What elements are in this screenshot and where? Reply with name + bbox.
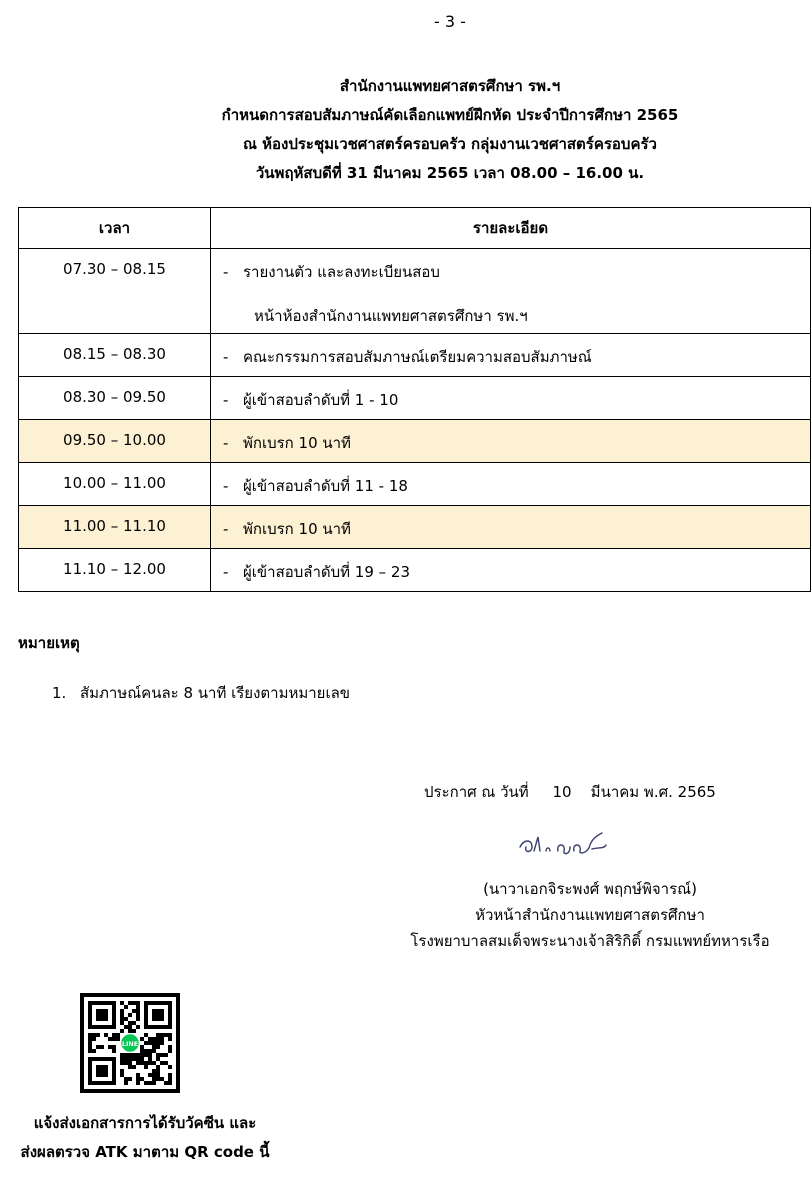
qr-module <box>168 1073 172 1077</box>
qr-module <box>136 1057 140 1061</box>
qr-module <box>168 1081 172 1085</box>
note-text: สัมภาษณ์คนละ 8 นาที เรียงตามหมายเลข <box>80 684 351 702</box>
qr-module <box>144 1081 148 1085</box>
qr-module <box>120 1001 124 1005</box>
qr-module <box>128 1013 132 1017</box>
qr-module <box>96 1033 100 1037</box>
qr-module <box>152 1081 156 1085</box>
qr-module <box>160 1053 164 1057</box>
qr-module <box>140 1057 144 1061</box>
qr-module <box>168 1033 172 1037</box>
qr-module <box>88 1033 92 1037</box>
detail-text: รายงานตัว และลงทะเบียนสอบ <box>243 263 440 281</box>
table-row-break <box>19 420 811 463</box>
detail-text: พักเบรก 10 นาที <box>243 520 351 538</box>
time-cell: 09.50 – 10.00 <box>19 420 211 463</box>
qr-module <box>144 1065 148 1069</box>
header-line-2: กำหนดการสอบสัมภาษณ์คัดเลือกแพทย์ฝึกหัด ประจำปีการศึกษา 2565 <box>221 106 679 124</box>
qr-module <box>132 1029 136 1033</box>
qr-module <box>140 1077 144 1081</box>
qr-module <box>160 1077 164 1081</box>
qr-module <box>156 1037 160 1041</box>
table-row <box>19 334 811 377</box>
qr-module <box>148 1081 152 1085</box>
qr-module <box>128 1025 132 1029</box>
qr-module <box>104 1033 108 1037</box>
notes-title: หมายเหตุ <box>18 634 80 652</box>
detail-cell <box>211 334 811 377</box>
qr-module <box>160 1037 164 1041</box>
qr-module <box>148 1073 152 1077</box>
qr-module <box>132 1021 136 1025</box>
detail-text: คณะกรรมการสอบสัมภาษณ์เตรียมความสอบสัมภาษณ์ <box>243 348 592 366</box>
detail-cell <box>211 249 811 334</box>
qr-module <box>152 1069 156 1073</box>
qr-module <box>100 1045 104 1049</box>
header-line-1: สำนักงานแพทยศาสตรศึกษา รพ.ฯ <box>339 77 561 95</box>
detail-cell <box>211 420 811 463</box>
announcement-date: ประกาศ ณ วันที่ 10 มีนาคม พ.ศ. 2565 <box>424 783 716 801</box>
qr-module <box>168 1065 172 1069</box>
qr-module <box>120 1057 124 1061</box>
detail-cell <box>211 506 811 549</box>
qr-module <box>116 1037 120 1041</box>
qr-module <box>152 1077 156 1081</box>
qr-module <box>88 1041 92 1045</box>
qr-module <box>148 1057 152 1061</box>
qr-module <box>128 1061 132 1065</box>
qr-module <box>160 1033 164 1037</box>
detail-text: พักเบรก 10 นาที <box>243 434 351 452</box>
table-row <box>19 549 811 592</box>
table-row <box>19 463 811 506</box>
qr-module <box>128 1057 132 1061</box>
qr-module <box>156 1045 160 1049</box>
detail-subtext: หน้าห้องสำนักงานแพทยศาสตรศึกษา รพ.ฯ <box>254 307 528 325</box>
qr-module <box>128 1029 132 1033</box>
qr-module <box>92 1037 96 1041</box>
bullet-dash: - <box>223 391 229 409</box>
qr-module <box>88 1049 92 1053</box>
qr-module <box>120 1009 124 1013</box>
qr-module <box>112 1033 116 1037</box>
qr-module <box>136 1061 140 1065</box>
detail-cell <box>211 549 811 592</box>
qr-module <box>96 1045 100 1049</box>
qr-module <box>148 1061 152 1065</box>
time-cell: 11.10 – 12.00 <box>19 549 211 592</box>
header-detail: รายละเอียด <box>211 208 811 249</box>
qr-module <box>128 1053 132 1057</box>
qr-module <box>120 1021 124 1025</box>
qr-caption-line-1: แจ้งส่งเอกสารการได้รับวัคซีน และ <box>33 1114 257 1132</box>
table-row <box>19 249 811 334</box>
qr-module <box>120 1061 124 1065</box>
qr-module <box>124 1081 128 1085</box>
qr-code-icon[interactable] <box>80 993 180 1093</box>
qr-module <box>116 1033 120 1037</box>
qr-module <box>164 1053 168 1057</box>
qr-module <box>168 1049 172 1053</box>
qr-module <box>88 1045 92 1049</box>
qr-caption <box>0 1109 290 1167</box>
detail-text: ผู้เข้าสอบลำดับที่ 19 – 23 <box>243 563 411 581</box>
qr-module <box>156 1069 160 1073</box>
qr-module <box>132 1065 136 1069</box>
qr-module <box>124 1053 128 1057</box>
qr-module <box>156 1065 160 1069</box>
time-cell: 11.00 – 11.10 <box>19 506 211 549</box>
qr-module <box>164 1061 168 1065</box>
qr-module <box>136 1001 140 1005</box>
time-cell: 08.30 – 09.50 <box>19 377 211 420</box>
qr-module <box>144 1041 148 1045</box>
qr-module <box>128 1077 132 1081</box>
header-line-3: ณ ห้องประชุมเวชศาสตร์ครอบครัว กลุ่มงานเวชศาสตร์ครอบครัว <box>243 135 657 153</box>
detail-text: ผู้เข้าสอบลำดับที่ 11 - 18 <box>243 477 408 495</box>
qr-module <box>136 1081 140 1085</box>
finder-pattern-top-right <box>144 1001 172 1029</box>
qr-module <box>128 1021 132 1025</box>
bullet-dash: - <box>223 434 229 452</box>
qr-module <box>120 1069 124 1073</box>
qr-module <box>132 1057 136 1061</box>
qr-module <box>124 1061 128 1065</box>
detail-cell <box>211 377 811 420</box>
qr-module <box>108 1045 112 1049</box>
time-cell: 10.00 – 11.00 <box>19 463 211 506</box>
qr-module <box>148 1053 152 1057</box>
qr-module <box>156 1053 160 1057</box>
qr-module <box>160 1061 164 1065</box>
qr-module <box>152 1041 156 1045</box>
qr-module <box>136 1005 140 1009</box>
qr-module <box>164 1081 168 1085</box>
qr-module <box>140 1053 144 1057</box>
qr-module <box>88 1037 92 1041</box>
qr-module <box>120 1017 124 1021</box>
qr-module <box>132 1053 136 1057</box>
document-header <box>0 72 811 188</box>
note-item <box>52 681 350 705</box>
table-header-row <box>19 208 811 249</box>
qr-caption-line-2: ส่งผลตรวจ ATK มาตาม QR code นี้ <box>20 1143 270 1161</box>
qr-module <box>120 1053 124 1057</box>
qr-module <box>144 1061 148 1065</box>
qr-module <box>140 1037 144 1041</box>
qr-module <box>136 1077 140 1081</box>
qr-module <box>156 1057 160 1061</box>
bullet-dash: - <box>223 348 229 366</box>
table-row <box>19 377 811 420</box>
qr-module <box>132 1001 136 1005</box>
qr-module <box>128 1001 132 1005</box>
time-cell: 08.15 – 08.30 <box>19 334 211 377</box>
qr-module <box>136 1017 140 1021</box>
qr-module <box>120 1073 124 1077</box>
finder-pattern-bottom-left <box>88 1057 116 1085</box>
line-badge-text: LINE <box>121 1040 139 1049</box>
qr-module <box>144 1049 148 1053</box>
qr-module <box>152 1045 156 1049</box>
qr-module <box>144 1033 148 1037</box>
qr-module <box>136 1025 140 1029</box>
detail-cell <box>211 463 811 506</box>
qr-module <box>124 1017 128 1021</box>
qr-module <box>168 1045 172 1049</box>
qr-module <box>168 1077 172 1081</box>
signer-organization: โรงพยาบาลสมเด็จพระนางเจ้าสิริกิติ์ กรมแพทย์ทหารเรือ <box>410 932 770 950</box>
qr-module <box>140 1049 144 1053</box>
qr-module <box>112 1049 116 1053</box>
qr-module <box>148 1041 152 1045</box>
qr-module <box>92 1049 96 1053</box>
qr-module <box>148 1049 152 1053</box>
qr-module <box>156 1073 160 1077</box>
qr-module <box>124 1077 128 1081</box>
qr-module <box>124 1005 128 1009</box>
qr-module <box>156 1077 160 1081</box>
signer-position: หัวหน้าสำนักงานแพทยศาสตรศึกษา <box>475 906 705 924</box>
signer-name: (นาวาเอกจิระพงศ์ พฤกษ์พิจารณ์) <box>483 880 697 898</box>
qr-module <box>136 1053 140 1057</box>
qr-module <box>144 1053 148 1057</box>
qr-module <box>148 1037 152 1041</box>
bullet-dash: - <box>223 563 229 581</box>
qr-module <box>160 1041 164 1045</box>
qr-module <box>120 1013 124 1017</box>
finder-pattern-top-left <box>88 1001 116 1029</box>
qr-module <box>152 1049 156 1053</box>
qr-module <box>92 1033 96 1037</box>
signature-image <box>508 817 618 867</box>
bullet-dash: - <box>223 477 229 495</box>
qr-module <box>156 1033 160 1037</box>
qr-module <box>152 1073 156 1077</box>
qr-module <box>136 1013 140 1017</box>
qr-module <box>124 1057 128 1061</box>
detail-text: ผู้เข้าสอบลำดับที่ 1 - 10 <box>243 391 399 409</box>
qr-module <box>128 1065 132 1069</box>
qr-module <box>164 1033 168 1037</box>
qr-module <box>140 1061 144 1065</box>
qr-module <box>136 1009 140 1013</box>
schedule-table <box>18 207 811 592</box>
header-time: เวลา <box>19 208 211 249</box>
qr-module <box>112 1045 116 1049</box>
note-number: 1. <box>52 684 67 702</box>
qr-module <box>108 1037 112 1041</box>
qr-module <box>152 1061 156 1065</box>
qr-module <box>152 1037 156 1041</box>
bullet-dash: - <box>223 263 229 281</box>
qr-module <box>136 1073 140 1077</box>
qr-module <box>132 1009 136 1013</box>
time-cell: 07.30 – 08.15 <box>19 249 211 334</box>
page-number: - 3 - <box>434 12 466 31</box>
table-row-break <box>19 506 811 549</box>
qr-module <box>120 1029 124 1033</box>
qr-module <box>112 1037 116 1041</box>
qr-module <box>156 1041 160 1045</box>
signer-block <box>380 876 800 954</box>
qr-module <box>168 1037 172 1041</box>
qr-module <box>124 1025 128 1029</box>
bullet-dash: - <box>223 520 229 538</box>
qr-module <box>140 1045 144 1049</box>
header-line-4: วันพฤหัสบดีที่ 31 มีนาคม 2565 เวลา 08.00 – 16.00 น. <box>255 164 645 182</box>
